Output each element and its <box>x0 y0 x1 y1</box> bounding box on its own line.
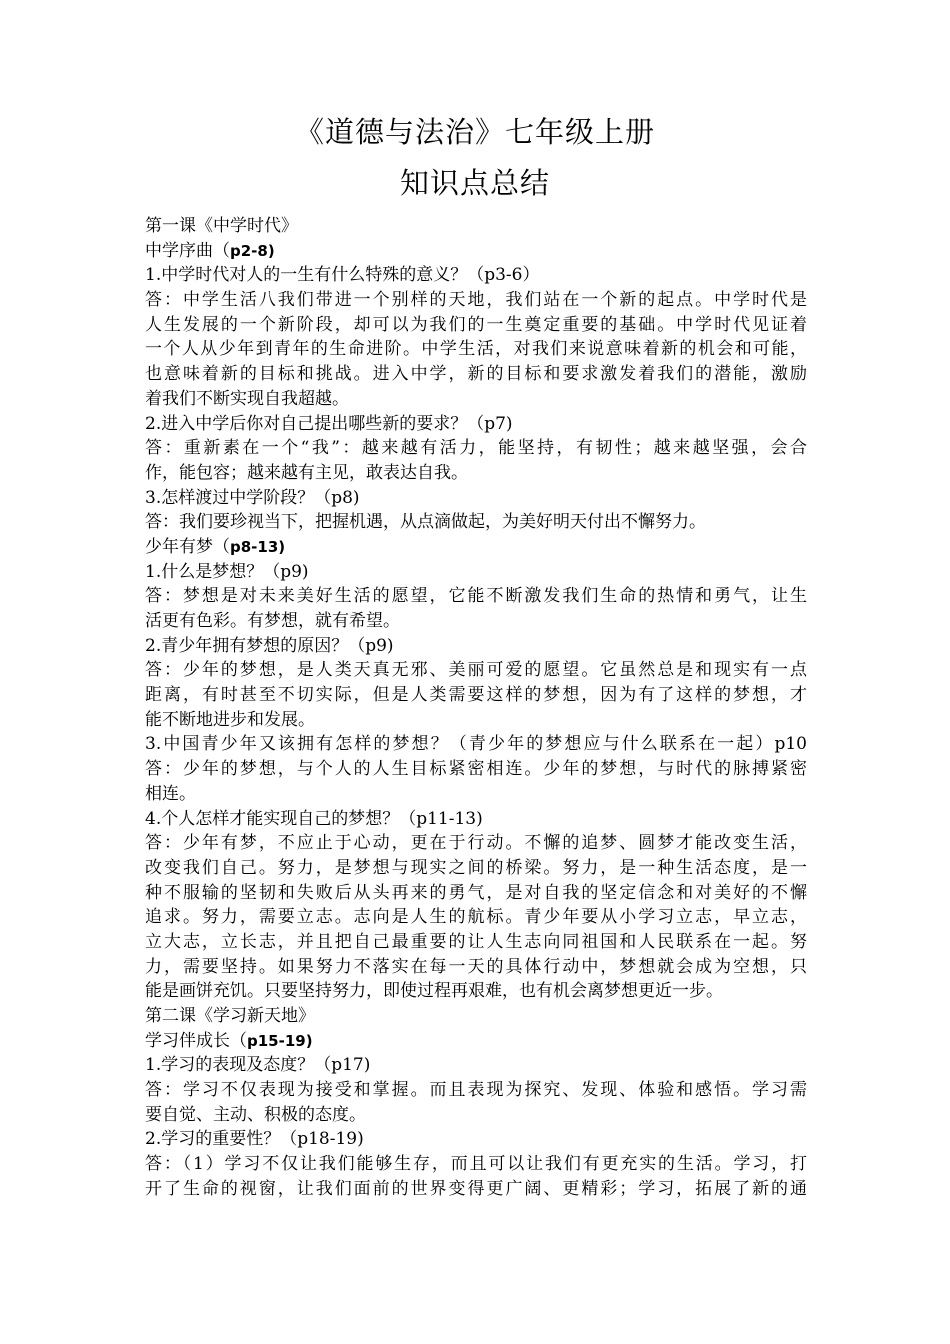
text-line <box>145 387 807 412</box>
line-text: 着我们不断实现自我超越。 <box>145 388 349 409</box>
line-text: 答：少年的梦想，是人类天真无邪、美丽可爱的愿望。它虽然总是和现实有一点 <box>145 660 807 681</box>
line-text: 开了生命的视窗，让我们面前的世界变得更广阔、更精彩；学习，拓展了新的通 <box>145 1178 807 1199</box>
line-text: 2.进入中学后你对自己提出哪些新的要求？（p7) <box>145 413 513 434</box>
page-range: p8-13) <box>230 537 286 556</box>
line-text: 3.怎样渡过中学阶段？（p8) <box>145 487 360 508</box>
text-line <box>145 856 807 881</box>
line-text: 答：中学生活八我们带进一个别样的天地，我们站在一个新的起点。中学时代是 <box>145 290 807 311</box>
line-text: 答：学习不仅表现为接受和掌握。而且表现为探究、发现、体验和感悟。学习需 <box>145 1080 807 1101</box>
text-line <box>145 337 807 362</box>
text-line <box>145 510 807 535</box>
line-text: 答：少年的梦想，与个人的人生目标紧密相连。少年的梦想，与时代的脉搏紧密 <box>145 759 807 780</box>
line-text: 答：（1）学习不仅让我们能够生存，而且可以让我们有更充实的生活。学习，打 <box>145 1154 807 1175</box>
line-text: 要自觉、主动、积极的态度。 <box>145 1104 366 1125</box>
text-line <box>145 535 807 560</box>
line-text: 2.青少年拥有梦想的原因？（p9) <box>145 635 394 656</box>
line-text: 人生发展的一个新阶段，却可以为我们的一生奠定重要的基础。中学时代见证着 <box>145 314 807 335</box>
line-text: 能是画饼充饥。只要坚持努力，即使过程再艰难，也有机会离梦想更近一步。 <box>145 981 723 1002</box>
text-line <box>145 288 807 313</box>
line-text: 答：重新素在一个“我”：越来越有活力，能坚持，有韧性；越来越坚强，会合 <box>145 438 807 459</box>
text-line <box>145 1127 807 1152</box>
text-line <box>145 1004 807 1029</box>
text-line <box>145 634 807 659</box>
document-body <box>145 214 807 1202</box>
text-line <box>145 683 807 708</box>
text-line <box>145 486 807 511</box>
page-range: p15-19) <box>247 1031 313 1050</box>
line-text: 2.学习的重要性？（p18-19) <box>145 1129 364 1150</box>
text-line <box>145 757 807 782</box>
document-subtitle: 知识点总结 <box>399 166 550 200</box>
text-line <box>145 905 807 930</box>
line-text: 1.什么是梦想？（p9) <box>145 561 309 582</box>
line-text: 少年有梦（ <box>145 536 230 557</box>
line-text: 第一课《中学时代》 <box>145 216 298 236</box>
line-text: 追求。努力，需要立志。志向是人生的航标。青少年要从小学习立志，早立志， <box>145 907 807 928</box>
line-text: 距离，有时甚至不切实际，但是人类需要这样的梦想，因为有了这样的梦想，才 <box>145 685 807 706</box>
text-line <box>145 584 807 609</box>
text-line <box>145 313 807 338</box>
line-text: 改变我们自己。努力，是梦想与现实之间的桥梁。努力，是一种生活态度，是一 <box>145 857 807 878</box>
text-line <box>145 658 807 683</box>
text-line <box>145 881 807 906</box>
line-text: 答：我们要珍视当下，把握机遇，从点滴做起，为美好明天付出不懈努力。 <box>145 512 706 533</box>
line-text: 能不断地进步和发展。 <box>145 709 315 730</box>
line-text: 作，能包容；越来越有主见，敢表达自我。 <box>145 462 468 483</box>
text-line <box>145 560 807 585</box>
page-range: p2-8) <box>230 241 275 260</box>
line-text: 3.中国青少年又该拥有怎样的梦想？（青少年的梦想应与什么联系在一起）p10 <box>145 734 807 755</box>
line-text: 活更有色彩。有梦想，就有希望。 <box>145 611 400 631</box>
text-line <box>145 609 807 634</box>
text-line <box>145 979 807 1004</box>
text-line <box>145 214 807 239</box>
text-line <box>145 412 807 437</box>
line-text: 1.中学时代对人的一生有什么特殊的意义？（p3-6） <box>145 265 540 286</box>
line-text: 也意味着新的目标和挑战。进入中学，新的目标和要求激发着我们的潜能，激励 <box>145 364 807 385</box>
text-line <box>145 1078 807 1103</box>
line-text: 立大志，立长志，并且把自己最重要的让人生志向同祖国和人民联系在一起。努 <box>145 931 807 952</box>
text-line <box>145 1152 807 1177</box>
text-line <box>145 708 807 733</box>
text-line <box>145 1177 807 1202</box>
text-line <box>145 807 807 832</box>
text-line <box>145 1029 807 1054</box>
text-line <box>145 239 807 264</box>
document-title: 《道德与法治》七年级上册 <box>294 115 655 149</box>
line-text: 4.个人怎样才能实现自己的梦想？（p11-13) <box>145 808 483 829</box>
line-text: 学习伴成长（ <box>145 1030 247 1051</box>
text-line <box>145 732 807 757</box>
line-text: 答：梦想是对未来美好生活的愿望，它能不断激发我们生命的热情和勇气，让生 <box>145 586 807 607</box>
text-line <box>145 461 807 486</box>
text-line <box>145 930 807 955</box>
text-line <box>145 782 807 807</box>
line-text: 第二课《学习新天地》 <box>145 1006 315 1026</box>
text-line <box>145 831 807 856</box>
line-text: 答：少年有梦，不应止于心动，更在于行动。不懈的追梦、圆梦才能改变生活， <box>145 833 807 854</box>
line-text: 相连。 <box>145 783 196 804</box>
text-line <box>145 263 807 288</box>
line-text: 中学序曲（ <box>145 240 230 261</box>
text-line <box>145 955 807 980</box>
text-line <box>145 1103 807 1128</box>
line-text: 1.学习的表现及态度？（p17) <box>145 1055 371 1076</box>
line-text: 力，需要坚持。如果努力不落实在每一天的具体行动中，梦想就会成为空想，只 <box>145 956 807 977</box>
text-line <box>145 362 807 387</box>
line-text: 一个人从少年到青年的生命进阶。中学生活，对我们来说意味着新的机会和可能， <box>145 339 807 360</box>
line-text: 种不服输的坚韧和失败后从头再来的勇气，是对自我的坚定信念和对美好的不懈 <box>145 882 807 903</box>
text-line <box>145 1053 807 1078</box>
text-line <box>145 436 807 461</box>
